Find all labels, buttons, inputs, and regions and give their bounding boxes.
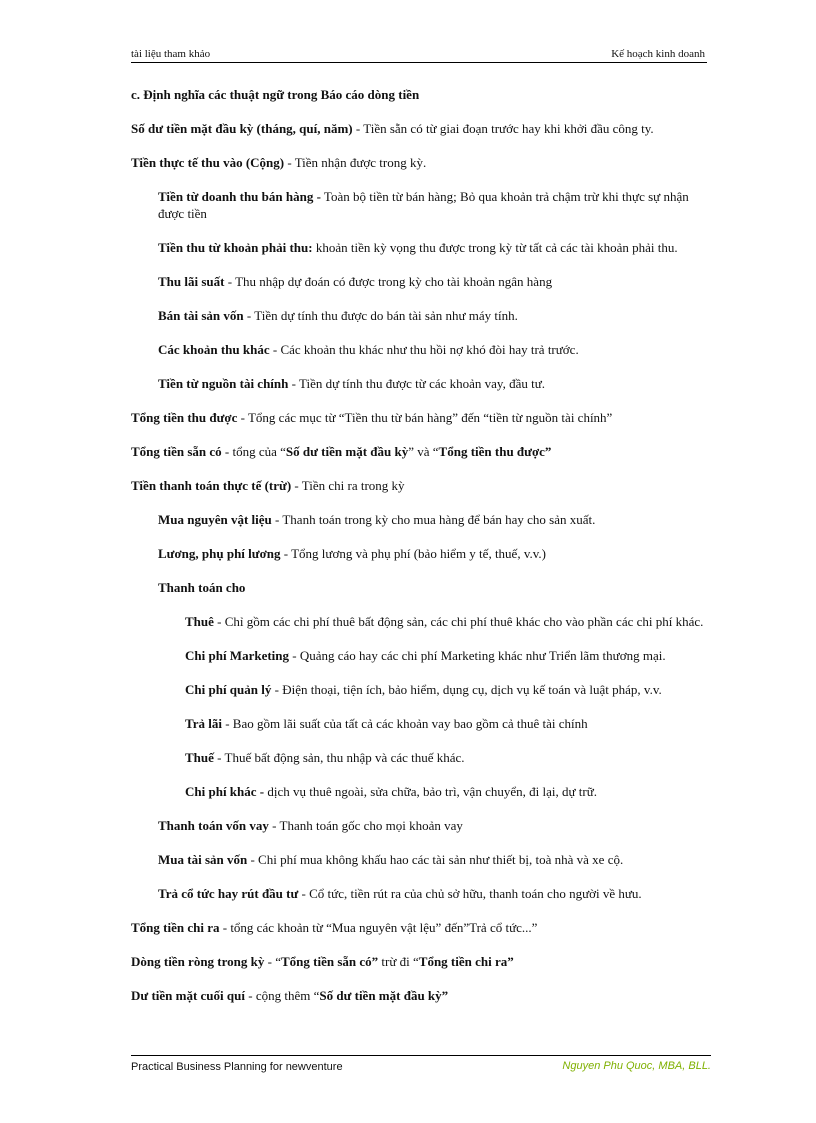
term-label: Tiền từ doanh thu bán hàng - bbox=[158, 189, 321, 204]
definition-item bbox=[158, 188, 711, 222]
term-label: Tổng tiền thu được” bbox=[438, 444, 552, 459]
page-footer bbox=[131, 1055, 711, 1073]
term-label: Tiền thanh toán thực tế (trừ) bbox=[131, 478, 292, 493]
definition-item bbox=[158, 375, 711, 392]
section-title bbox=[131, 86, 711, 103]
definition-item bbox=[131, 477, 711, 494]
term-description: - Chỉ gồm các chi phí thuê bất động sản, các chi phí thuê khác cho vào phần các chi phí khác. bbox=[213, 614, 704, 629]
term-label: Thanh toán vốn vay bbox=[158, 818, 269, 833]
term-label: Dòng tiền ròng trong kỳ bbox=[131, 954, 265, 969]
header-left-text: tài liệu tham khảo bbox=[131, 48, 211, 60]
term-description: - Thu nhập dự đoán có được trong kỳ cho tài khoản ngân hàng bbox=[224, 274, 553, 289]
definition-item bbox=[158, 307, 711, 324]
term-description: - Chi phí mua không khấu hao các tài sản như thiết bị, toà nhà và xe cộ. bbox=[247, 852, 624, 867]
term-description: - tổng của “ bbox=[221, 444, 286, 459]
header-right-text: Kế hoạch kinh doanh bbox=[611, 48, 705, 60]
term-description: - Điện thoại, tiện ích, bảo hiểm, dụng cụ, dịch vụ kế toán và luật pháp, v.v. bbox=[271, 682, 662, 697]
term-description: - Cổ tức, tiền rút ra của chủ sở hữu, thanh toán cho người về hưu. bbox=[298, 886, 642, 901]
term-description: - Tổng lương và phụ phí (bảo hiểm y tế, thuế, v.v.) bbox=[280, 546, 546, 561]
definition-item bbox=[158, 341, 711, 358]
term-label: Tổng tiền thu được bbox=[131, 410, 238, 425]
term-description: - Bao gồm lãi suất của tất cả các khoản vay bao gồm cả thuê tài chính bbox=[221, 716, 588, 731]
term-description: - Tiền dự tính thu được do bán tài sản như máy tính. bbox=[243, 308, 518, 323]
term-label: Mua tài sản vốn bbox=[158, 852, 248, 867]
term-label: Dư tiền mặt cuối quí bbox=[131, 988, 245, 1003]
definition-item bbox=[185, 783, 711, 800]
term-description: - Thuế bất động sản, thu nhập và các thuế khác. bbox=[213, 750, 465, 765]
footer-right-text: Nguyen Phu Quoc, MBA, BLL. bbox=[562, 1060, 711, 1072]
definition-item bbox=[185, 749, 711, 766]
term-description: - Tiền chi ra trong kỳ bbox=[291, 478, 405, 493]
term-label: Thanh toán cho bbox=[158, 580, 246, 595]
term-label: Số dư tiền mặt đầu kỳ (tháng, quí, năm) bbox=[131, 121, 353, 136]
term-label: Tổng tiền sẵn có” bbox=[281, 954, 379, 969]
definition-list bbox=[131, 120, 711, 1004]
term-label: Mua nguyên vật liệu bbox=[158, 512, 272, 527]
definition-item bbox=[131, 154, 711, 171]
term-description: - “ bbox=[264, 954, 281, 969]
term-description: - Quảng cáo hay các chi phí Marketing khác như Triển lãm thương mại. bbox=[289, 648, 666, 663]
term-description: Toàn bộ tiền từ bán hàng; Bỏ qua khoản trả chậm trừ khi thực sự nhận được tiền bbox=[158, 189, 689, 221]
definition-item bbox=[131, 443, 711, 460]
definition-item bbox=[158, 885, 711, 902]
term-description: - Thanh toán trong kỳ cho mua hàng để bán hay cho sản xuất. bbox=[271, 512, 596, 527]
term-label: Chi phí Marketing bbox=[185, 648, 290, 663]
definition-item bbox=[158, 511, 711, 528]
term-label: Tổng tiền sẵn có bbox=[131, 444, 222, 459]
term-label: Thuê bbox=[185, 614, 214, 629]
definition-item bbox=[131, 120, 711, 137]
term-label: Trả cổ tức hay rút đầu tư bbox=[158, 886, 299, 901]
term-label: Số dư tiền mặt đầu kỳ bbox=[285, 444, 409, 459]
term-description: trừ đi “ bbox=[378, 954, 419, 969]
definition-item bbox=[185, 681, 711, 698]
definition-item bbox=[158, 579, 711, 596]
section-title-text: c. Định nghĩa các thuật ngữ trong Báo cáo dòng tiền bbox=[131, 87, 420, 102]
term-description: - Tiền sẵn có từ giai đoạn trước hay khi khởi đầu công ty. bbox=[352, 121, 654, 136]
definition-item bbox=[185, 613, 711, 630]
term-label: Tiền thu từ khoản phải thu: bbox=[158, 240, 313, 255]
definition-item bbox=[131, 953, 711, 970]
term-label: Tiền từ nguồn tài chính bbox=[158, 376, 289, 391]
term-label: Lương, phụ phí lương bbox=[158, 546, 281, 561]
term-description: - cộng thêm “ bbox=[244, 988, 320, 1003]
term-label: Tổng tiền chi ra bbox=[131, 920, 220, 935]
term-label: Thu lãi suất bbox=[158, 274, 225, 289]
term-label: Trả lãi bbox=[185, 716, 222, 731]
term-description: dịch vụ thuê ngoài, sửa chữa, bảo trì, vận chuyển, đi lại, dự trữ. bbox=[264, 784, 598, 799]
term-label: Chi phí quản lý bbox=[185, 682, 272, 697]
term-label: Số dư tiền mặt đầu kỳ” bbox=[319, 988, 449, 1003]
definition-item bbox=[131, 919, 711, 936]
document-body bbox=[131, 86, 711, 1021]
term-label: Thuế bbox=[185, 750, 214, 765]
term-label: Các khoản thu khác bbox=[158, 342, 270, 357]
term-label: Bán tài sản vốn bbox=[158, 308, 244, 323]
term-description: - Thanh toán gốc cho mọi khoản vay bbox=[268, 818, 463, 833]
definition-item bbox=[158, 273, 711, 290]
definition-item bbox=[158, 817, 711, 834]
definition-item bbox=[185, 715, 711, 732]
definition-item bbox=[158, 239, 711, 256]
term-label: Tổng tiền chi ra” bbox=[418, 954, 514, 969]
definition-item bbox=[131, 987, 711, 1004]
term-description: khoản tiền kỳ vọng thu được trong kỳ từ tất cả các tài khoản phải thu. bbox=[312, 240, 678, 255]
term-description: - Tiền nhận được trong kỳ. bbox=[284, 155, 427, 170]
definition-item bbox=[158, 851, 711, 868]
term-description: - Các khoản thu khác như thu hồi nợ khó đòi hay trả trước. bbox=[269, 342, 579, 357]
term-description: - Tổng các mục từ “Tiền thu từ bán hàng” đến “tiền từ nguồn tài chính” bbox=[237, 410, 613, 425]
definition-item bbox=[158, 545, 711, 562]
footer-left-text: Practical Business Planning for newventure bbox=[131, 1061, 343, 1073]
term-label: Tiền thực tế thu vào (Cộng) bbox=[131, 155, 285, 170]
page-header bbox=[131, 46, 707, 63]
definition-item bbox=[131, 409, 711, 426]
term-description: ” và “ bbox=[408, 444, 439, 459]
definition-item bbox=[185, 647, 711, 664]
term-label: Chi phí khác - bbox=[185, 784, 265, 799]
term-description: - tổng các khoản từ “Mua nguyên vật lệu” đến”Trả cổ tức...” bbox=[219, 920, 538, 935]
term-description: - Tiền dự tính thu được từ các khoản vay, đầu tư. bbox=[288, 376, 546, 391]
